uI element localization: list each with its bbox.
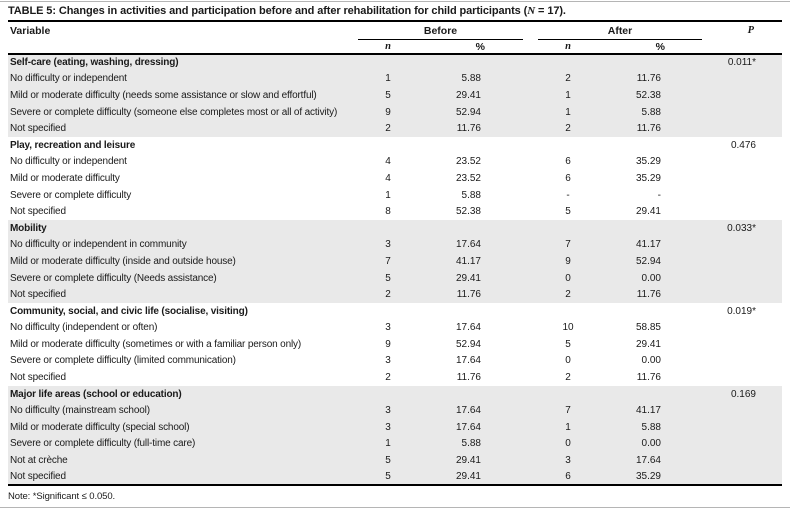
column-header-after-pct: %	[655, 41, 665, 53]
table-title-label: TABLE 5:	[8, 5, 56, 17]
after-n-value: 2	[565, 123, 571, 135]
after-n-value: -	[566, 189, 570, 201]
row-label: Severe or complete difficulty (someone else completes most or all of activity)	[10, 106, 338, 118]
data-row	[8, 402, 782, 419]
column-group-before	[358, 21, 493, 41]
before-pct-value: 11.76	[456, 289, 481, 301]
before-pct-value: 52.38	[455, 206, 481, 218]
gap-cell	[493, 71, 538, 88]
after-pct-value: 35.29	[635, 156, 661, 168]
after-n-value: 7	[565, 405, 571, 417]
row-label: Not at crèche	[10, 455, 68, 467]
after-n-value: 6	[565, 156, 571, 168]
gap-cell	[493, 452, 538, 469]
p-value-empty	[673, 187, 782, 204]
before-n-value: 8	[385, 206, 391, 218]
before-pct-value: 17.64	[455, 322, 481, 334]
after-n-value: 6	[565, 172, 571, 184]
p-value-empty	[673, 71, 782, 88]
p-value-empty	[673, 369, 782, 386]
row-label: Mild or moderate difficulty (needs some assistance or slow and effortful)	[10, 89, 317, 101]
after-n-value: 3	[565, 455, 571, 467]
gap-cell	[493, 253, 538, 270]
gap-cell	[493, 170, 538, 187]
data-row	[8, 419, 782, 436]
after-n-value: 5	[565, 206, 571, 218]
before-pct-value: 5.88	[461, 73, 481, 85]
column-header-before-n: n	[385, 41, 391, 52]
before-pct-value: 5.88	[461, 438, 481, 450]
p-value-empty	[673, 286, 782, 303]
after-pct-value: 41.17	[635, 239, 661, 251]
p-value-empty	[673, 320, 782, 337]
gap-cell	[493, 336, 538, 353]
data-row	[8, 104, 782, 121]
section-header-row	[8, 220, 782, 237]
section-name: Community, social, and civic life (socialise, visiting)	[10, 305, 248, 317]
gap-cell	[493, 419, 538, 436]
p-value-empty	[673, 253, 782, 270]
before-n-value: 3	[385, 421, 391, 433]
before-pct-value: 17.64	[455, 405, 481, 417]
gap-cell	[493, 203, 538, 220]
after-n-value: 0	[565, 272, 571, 284]
section-name: Self-care (eating, washing, dressing)	[10, 57, 179, 69]
after-n-value: 0	[565, 438, 571, 450]
after-pct-value: 5.88	[641, 106, 661, 118]
p-value-empty	[673, 203, 782, 220]
before-n-value: 3	[385, 239, 391, 251]
p-value-empty	[673, 419, 782, 436]
before-n-value: 2	[385, 289, 391, 301]
before-n-value: 5	[385, 272, 391, 284]
section-p-value: 0.011*	[727, 57, 756, 69]
p-value-empty	[673, 270, 782, 287]
gap-cell	[493, 436, 538, 453]
after-n-value: 10	[562, 322, 574, 334]
before-pct-value: 52.94	[455, 338, 481, 350]
table-note: Note: *Significant ≤ 0.050.	[8, 491, 116, 503]
after-pct-value: 0.00	[641, 355, 661, 367]
data-row	[8, 469, 782, 486]
before-pct-value: 29.41	[455, 89, 481, 101]
after-pct-value: 5.88	[641, 421, 661, 433]
p-value-empty	[673, 104, 782, 121]
column-header-p: P	[747, 25, 754, 36]
row-label: Severe or complete difficulty (full-time care)	[10, 438, 196, 450]
row-label: Not specified	[10, 123, 66, 135]
after-pct-value: 29.41	[635, 206, 661, 218]
table-title-n-symbol: N	[527, 5, 536, 17]
data-row	[8, 237, 782, 254]
table-title	[0, 2, 790, 20]
data-row	[8, 120, 782, 137]
row-label: No difficulty or independent	[10, 156, 127, 168]
after-pct-value: 35.29	[635, 172, 661, 184]
gap-cell	[493, 187, 538, 204]
before-pct-value: 23.52	[455, 172, 481, 184]
gap-cell	[493, 237, 538, 254]
section-p-value: 0.476	[730, 139, 756, 151]
data-row	[8, 253, 782, 270]
row-label: Mild or moderate difficulty (special school)	[10, 421, 190, 433]
after-pct-value: 11.76	[636, 289, 661, 301]
row-label: Not specified	[10, 372, 66, 384]
after-n-value: 6	[565, 471, 571, 483]
before-n-value: 2	[385, 372, 391, 384]
row-label: Severe or complete difficulty	[10, 189, 132, 201]
before-pct-value: 11.76	[456, 372, 481, 384]
section-p-value: 0.019*	[727, 305, 756, 317]
data-row	[8, 170, 782, 187]
table-body	[8, 54, 782, 485]
gap-cell	[493, 87, 538, 104]
column-header-variable: Variable	[10, 25, 51, 37]
before-pct-value: 52.94	[455, 106, 481, 118]
gap-cell	[493, 270, 538, 287]
data-row	[8, 71, 782, 88]
before-n-value: 3	[385, 322, 391, 334]
before-group-label: Before	[358, 25, 523, 40]
before-n-value: 3	[385, 355, 391, 367]
column-header-after-n: n	[565, 41, 571, 52]
after-pct-value: 58.85	[635, 322, 661, 334]
before-pct-value: 5.88	[461, 189, 481, 201]
before-pct-value: 29.41	[455, 471, 481, 483]
before-n-value: 3	[385, 405, 391, 417]
gap-cell	[493, 154, 538, 171]
after-n-value: 1	[565, 421, 571, 433]
after-pct-value: 29.41	[635, 338, 661, 350]
p-value-empty	[673, 469, 782, 486]
section-header-row	[8, 386, 782, 403]
data-row	[8, 436, 782, 453]
before-n-value: 5	[385, 471, 391, 483]
p-value-empty	[673, 452, 782, 469]
after-pct-value: -	[657, 189, 661, 201]
row-label: Not specified	[10, 206, 66, 218]
p-value-empty	[673, 436, 782, 453]
after-pct-value: 0.00	[641, 438, 661, 450]
before-n-value: 1	[385, 438, 391, 450]
after-pct-value: 41.17	[635, 405, 661, 417]
data-row	[8, 320, 782, 337]
after-group-label: After	[538, 25, 702, 40]
gap-cell	[493, 120, 538, 137]
after-pct-value: 0.00	[641, 272, 661, 284]
section-header-row	[8, 137, 782, 154]
after-pct-value: 17.64	[635, 455, 661, 467]
data-row	[8, 87, 782, 104]
row-label: No difficulty (independent or often)	[10, 322, 158, 334]
before-n-value: 1	[385, 73, 391, 85]
before-pct-value: 17.64	[455, 421, 481, 433]
section-name: Play, recreation and leisure	[10, 139, 136, 151]
before-n-value: 2	[385, 123, 391, 135]
gap-cell	[493, 286, 538, 303]
data-row	[8, 353, 782, 370]
gap-cell	[493, 320, 538, 337]
column-gap	[493, 21, 538, 54]
row-label: Mild or moderate difficulty	[10, 172, 120, 184]
p-value-empty	[673, 170, 782, 187]
section-p-value: 0.033*	[727, 222, 756, 234]
p-value-empty	[673, 120, 782, 137]
before-pct-value: 29.41	[455, 455, 481, 467]
row-label: Severe or complete difficulty (limited communication)	[10, 355, 236, 367]
after-pct-value: 11.76	[636, 123, 661, 135]
section-name: Major life areas (school or education)	[10, 388, 182, 400]
row-label: Mild or moderate difficulty (inside and outside house)	[10, 255, 236, 267]
data-row	[8, 452, 782, 469]
p-value-empty	[673, 402, 782, 419]
after-pct-value: 11.76	[636, 372, 661, 384]
before-n-value: 5	[385, 455, 391, 467]
p-value-empty	[673, 154, 782, 171]
after-n-value: 1	[565, 89, 571, 101]
row-label: Not specified	[10, 289, 66, 301]
after-pct-value: 52.94	[635, 255, 661, 267]
after-n-value: 2	[565, 73, 571, 85]
data-row	[8, 187, 782, 204]
before-n-value: 4	[385, 156, 391, 168]
row-label: No difficulty or independent	[10, 73, 127, 85]
table-title-text: Changes in activities and participation before and after rehabilitation for child participants (	[55, 5, 528, 17]
before-n-value: 4	[385, 172, 391, 184]
after-n-value: 0	[565, 355, 571, 367]
after-pct-value: 11.76	[636, 73, 661, 85]
row-label: Severe or complete difficulty (Needs assistance)	[10, 272, 217, 284]
column-group-after	[538, 21, 673, 41]
data-row	[8, 154, 782, 171]
after-pct-value: 52.38	[635, 89, 661, 101]
section-p-value: 0.169	[730, 388, 756, 400]
data-row	[8, 336, 782, 353]
after-pct-value: 35.29	[635, 471, 661, 483]
section-header-row	[8, 54, 782, 71]
data-row	[8, 286, 782, 303]
row-label: No difficulty (mainstream school)	[10, 405, 150, 417]
table-header-row-groups	[8, 21, 782, 41]
row-label: Mild or moderate difficulty (sometimes or with a familiar person only)	[10, 338, 302, 350]
column-header-before-pct: %	[475, 41, 485, 53]
data-row	[8, 270, 782, 287]
before-n-value: 9	[385, 338, 391, 350]
before-pct-value: 17.64	[455, 355, 481, 367]
page	[0, 1, 790, 515]
p-value-empty	[673, 336, 782, 353]
p-value-empty	[673, 237, 782, 254]
data-row	[8, 369, 782, 386]
before-n-value: 5	[385, 89, 391, 101]
gap-cell	[493, 369, 538, 386]
before-pct-value: 11.76	[456, 123, 481, 135]
p-value-empty	[673, 353, 782, 370]
section-header-row	[8, 303, 782, 320]
gap-cell	[493, 469, 538, 486]
table-title-tail: = 17).	[535, 5, 566, 17]
results-table	[8, 20, 782, 486]
after-n-value: 7	[565, 239, 571, 251]
row-label: No difficulty or independent in community	[10, 239, 187, 251]
data-row	[8, 203, 782, 220]
p-value-empty	[673, 87, 782, 104]
page-bottom-divider	[0, 507, 790, 508]
after-n-value: 5	[565, 338, 571, 350]
before-n-value: 9	[385, 106, 391, 118]
before-pct-value: 29.41	[455, 272, 481, 284]
before-pct-value: 17.64	[455, 239, 481, 251]
after-n-value: 9	[565, 255, 571, 267]
before-n-value: 7	[385, 255, 391, 267]
section-name: Mobility	[10, 222, 47, 234]
gap-cell	[493, 104, 538, 121]
gap-cell	[493, 402, 538, 419]
after-n-value: 1	[565, 106, 571, 118]
gap-cell	[493, 353, 538, 370]
after-n-value: 2	[565, 289, 571, 301]
before-n-value: 1	[385, 189, 391, 201]
row-label: Not specified	[10, 471, 66, 483]
after-n-value: 2	[565, 372, 571, 384]
before-pct-value: 41.17	[455, 255, 481, 267]
table-header	[8, 21, 782, 54]
before-pct-value: 23.52	[455, 156, 481, 168]
